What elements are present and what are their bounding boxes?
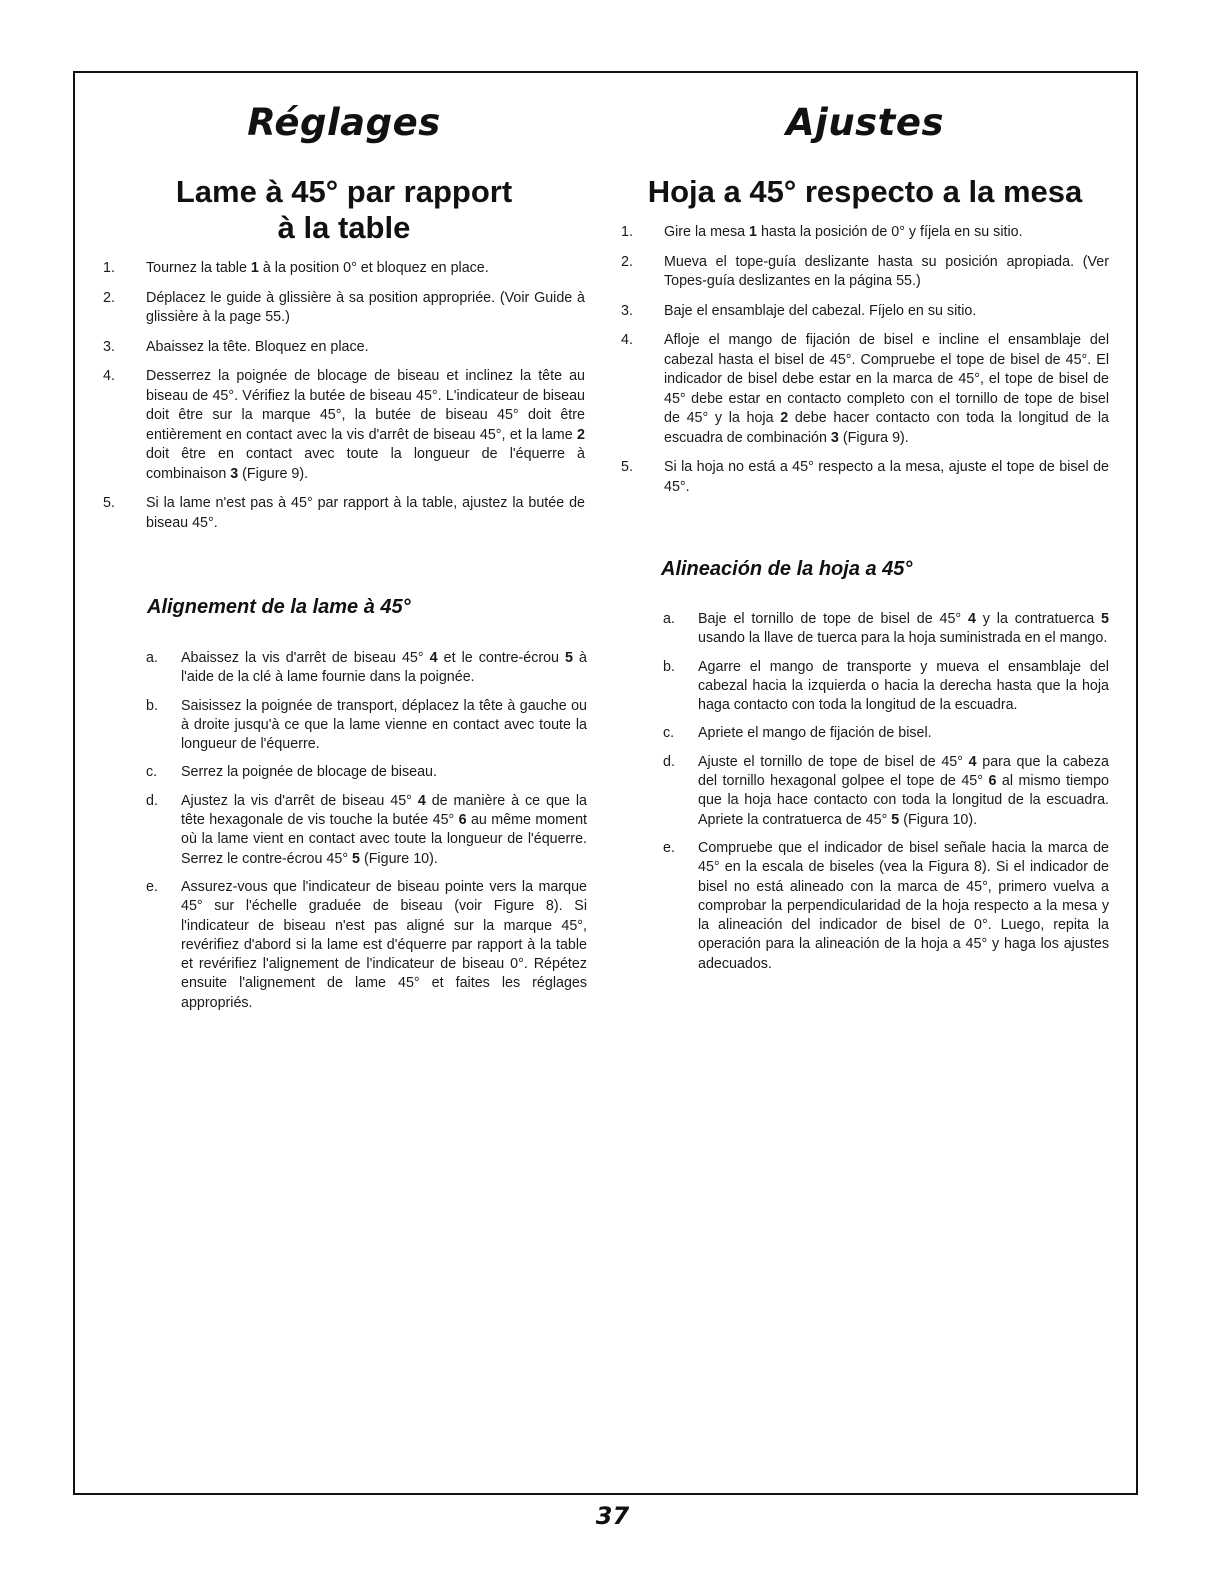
item-text [664,224,1023,240]
item-number: 5. [621,459,633,475]
list-item [103,259,585,279]
text-run: Saisissez la poignée de transport, déplacez la tête à gauche ou à droite jusqu'à ce que la lame vienne en contact avec toute la longueur de l'équerre. [181,697,587,753]
item-number: a. [146,650,158,666]
text-run: Abaissez la vis d'arrêt de biseau 45° [181,650,430,666]
text-run: doit être en contact avec toute la longueur de l'équerre à combinaison [146,446,585,482]
item-number: c. [146,764,158,781]
list-item [663,658,1109,716]
page-number: 37 [595,1502,630,1530]
text-run: (Figure 9). [238,465,309,482]
spanish-alignment-title: Alineación de la hoja a 45° [661,558,913,580]
list-item [663,610,1109,649]
spanish-alignment-steps [663,610,1109,983]
list-item [621,302,1109,322]
item-text [181,764,437,780]
text-run: Baje el ensamblaje del cabezal. Fíjelo en su sitio. [664,302,977,319]
item-number: e. [146,878,158,895]
reference-numeral: 4 [968,753,977,770]
list-item [621,458,1109,497]
list-item [146,697,587,755]
french-steps [103,259,585,543]
list-item [146,792,587,869]
reference-numeral: 5 [1101,611,1109,627]
text-run: Tournez la table [146,260,251,276]
text-run: Mueva el tope-guía deslizante hasta su posición apropiada. (Ver Topes-guía deslizantes en la página 55.) [664,253,1109,289]
list-item [146,878,587,1013]
item-text [698,754,1109,828]
reference-numeral: 2 [780,410,789,426]
reference-numeral: 1 [250,260,259,276]
item-number: e. [663,839,675,856]
item-text [664,254,1109,290]
french-subhead-line1: Lame à 45° par rapport [175,174,513,209]
list-item [146,763,587,782]
item-number: 1. [621,224,633,240]
text-run: à la position 0° et bloquez en place. [258,260,489,276]
text-run: Ajustez la vis d'arrêt de biseau 45° [181,792,418,809]
item-number: a. [663,611,675,627]
item-text [181,879,587,1011]
item-text [146,290,585,326]
item-text [664,303,976,319]
reference-numeral: 4 [967,611,976,627]
text-run: Assurez-vous que l'indicateur de biseau pointe vers la marque 45° sur l'échelle graduée de biseau (voir Figure 8). Si l'indicateur de biseau n'est pas aligné sur la marque 45°, revérifiez d'abord si la lame est d'équerre par rapport à la table et revérifiez l'alignement de l'indicateur de biseau 0°. Répétez ensuite l'alignement de lame 45° et faites les réglages appropriés. [181,878,587,1011]
item-number: c. [663,725,675,742]
list-item [663,839,1109,974]
text-run: y la contratuerca [975,611,1102,627]
item-number: 3. [103,338,115,355]
list-item [103,338,585,358]
list-item [663,724,1109,743]
text-run: de manière à ce que la tête hexagonale de vis touche la butée 45° [181,792,587,829]
text-run: Abaissez la tête. Bloquez en place. [146,338,369,355]
reference-numeral: 6 [458,812,467,829]
text-run: et le contre-écrou [437,650,566,666]
item-text [146,368,585,482]
list-item [146,649,587,688]
text-run: Ajuste el tornillo de tope de bisel de 45° [698,753,969,770]
french-section-title: Réglages [247,101,441,144]
item-text [664,459,1109,495]
reference-numeral: 4 [429,650,438,666]
item-text [181,650,587,685]
text-run: Desserrez la poignée de blocage de biseau et inclinez la tête au biseau de 45°. Vérifiez la butée de biseau 45°. L'indicateur de biseau doit être sur la marque 45°, la butée de biseau 45° doit être entièrement en contact avec la vis d'arrêt de biseau 45°, et la lame [146,368,585,443]
text-run: (Figure 10). [359,850,438,867]
item-text [146,495,585,531]
text-run: Si la lame n'est pas à 45° par rapport à la table, ajustez la butée de biseau 45°. [146,495,585,531]
text-run: hasta la posición de 0° y fíjela en su sitio. [756,224,1023,240]
french-alignment-title: Alignement de la lame à 45° [147,596,411,618]
reference-numeral: 5 [565,650,573,666]
text-run: al mismo tiempo que la hoja hace contacto con toda la longitud de la escuadra. Apriete la contratuerca de 45° [698,773,1109,828]
text-run: Apriete el mango de fijación de bisel. [698,725,932,742]
text-run: Si la hoja no está a 45° respecto a la mesa, ajuste el tope de bisel de 45°. [664,459,1109,495]
text-run: Agarre el mango de transporte y mueva el ensamblaje del cabezal hacia la izquierda o hacia la derecha hasta que la hoja haga contacto con toda la longitud de la escuadra. [698,658,1109,714]
text-run: debe hacer contacto con toda la longitud de la escuadra de combinación [664,410,1109,446]
item-text [698,611,1109,646]
item-number: d. [146,792,158,809]
reference-numeral: 3 [830,429,839,446]
text-run: Déplacez le guide à glissière à sa position appropriée. (Voir Guide à glissière à la page 55.) [146,289,585,325]
item-text [664,332,1109,446]
spanish-steps [621,223,1109,507]
reference-numeral: 3 [230,465,239,482]
reference-numeral: 6 [988,773,997,790]
text-run: usando la llave de tuerca para la hoja suministrada en el mango. [698,630,1108,647]
reference-numeral: 1 [749,224,757,240]
list-item [103,494,585,533]
item-number: 4. [621,332,633,348]
item-number: 5. [103,495,115,511]
text-run: à l'aide de la clé à lame fournie dans la poignée. [181,650,587,686]
list-item [621,253,1109,292]
item-text [181,793,587,867]
item-number: 4. [103,368,115,384]
text-run: (Figura 10). [899,811,978,828]
text-run: au même moment où la lame vient en contact avec toute la longueur de l'équerre. Serrez le contre-écrou 45° [181,812,587,867]
item-number: 1. [103,260,115,276]
item-text [698,725,932,741]
reference-numeral: 5 [352,850,360,867]
text-run: Compruebe que el indicador de bisel señale hacia la marca de 45° en la escala de biseles (vea la Figura 8). Si el indicador de bisel no está alineado con la marca de 45°, primero vuelva a comprobar la perpendicularidad de la hoja respecto a la mesa y la alineación del indicador de bisel de 0°. Luego, repita la operación para la alineación de la hoja a 45° y haga los ajustes adecuados. [698,839,1109,972]
text-run: Gire la mesa [664,224,750,240]
item-number: 2. [621,253,633,270]
reference-numeral: 4 [417,792,426,809]
text-run: (Figura 9). [838,429,909,446]
text-run: Serrez la poignée de blocage de biseau. [181,764,437,781]
list-item [103,367,585,484]
text-run: Baje el tornillo de tope de bisel de 45° [698,611,968,627]
french-alignment-steps [146,649,587,1022]
item-number: b. [663,658,675,675]
spanish-subhead: Hoja a 45° respecto a la mesa [647,174,1083,209]
list-item [621,331,1109,448]
reference-numeral: 2 [577,426,585,443]
item-text [181,698,587,753]
item-number: 2. [103,289,115,306]
item-number: b. [146,697,158,714]
item-number: d. [663,753,675,770]
item-text [146,260,489,276]
item-text [698,840,1109,972]
item-text [146,339,369,355]
text-run: Afloje el mango de fijación de bisel e incline el ensamblaje del cabezal hasta el bisel de 45°. Compruebe el tope de bisel de 45°. El indicador de bisel debe estar en la marca de 45°, el tope de bisel de 45° debe estar en contacto completo con el tornillo de tope de bisel de 45° y la hoja [664,332,1109,426]
spanish-section-title: Ajustes [786,101,944,144]
item-text [698,659,1109,714]
list-item [663,753,1109,830]
reference-numeral: 5 [891,811,900,828]
french-subhead-line2: à la table [277,210,411,245]
item-number: 3. [621,302,633,319]
page-frame [73,71,1138,1495]
french-subhead [103,174,585,246]
list-item [621,223,1109,243]
text-run: para que la cabeza del tornillo hexagonal golpee el tope de 45° [698,753,1109,790]
list-item [103,289,585,328]
